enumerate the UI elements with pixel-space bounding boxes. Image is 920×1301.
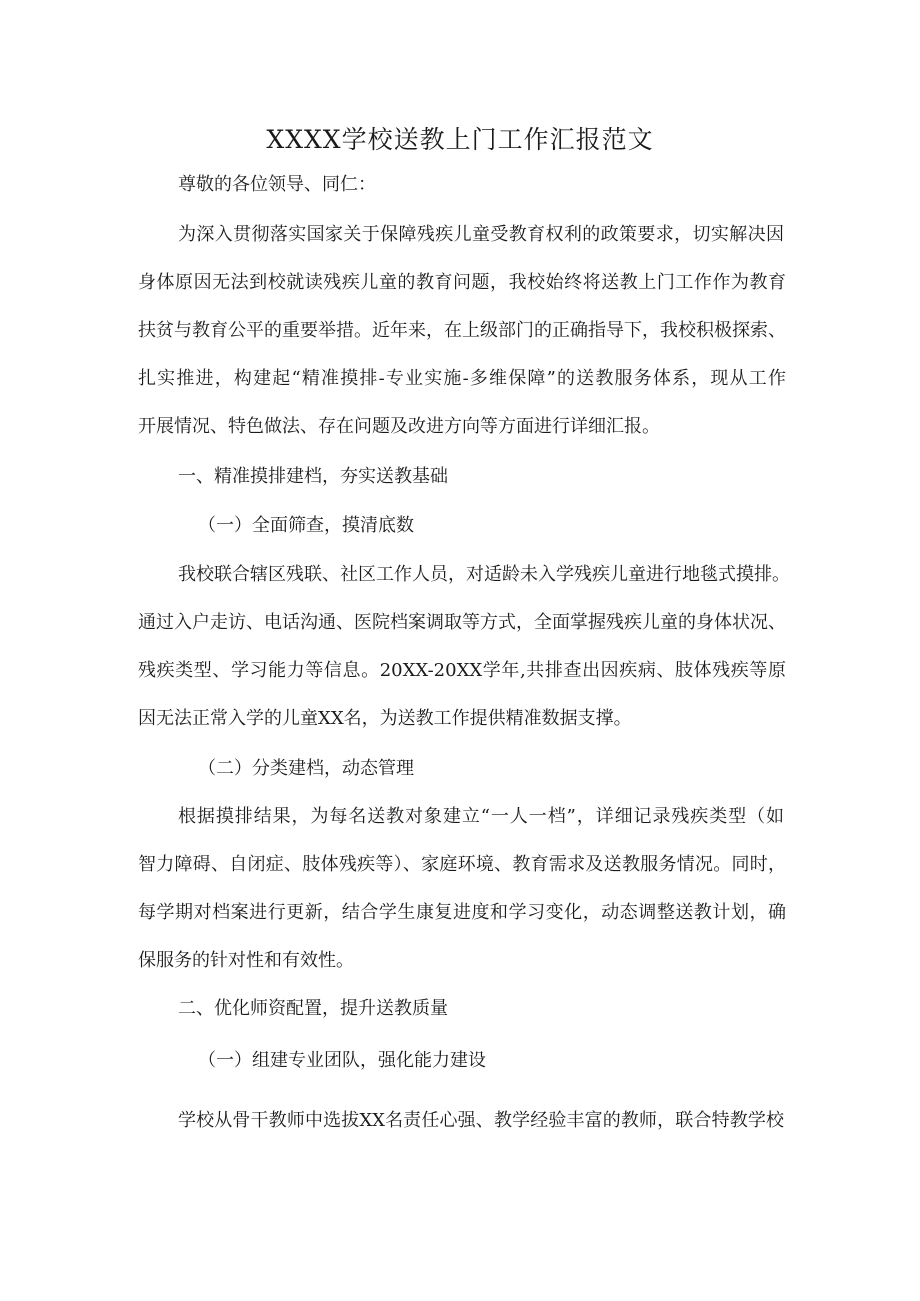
section-heading: 二、优化师资配置，提升送教质量 (178, 998, 448, 1019)
salutation: 尊敬的各位领导、同仁： (178, 174, 376, 195)
subsection-heading: （二）分类建档，动态管理 (198, 758, 414, 779)
paragraph-line: 学校从骨干教师中选拔XX名责任心强、教学经验丰富的教师，联合特教学校 (178, 1110, 784, 1131)
paragraph-line: 我校联合辖区残联、社区工作人员，对适龄未入学残疾儿童进行地毯式摸排。 (178, 564, 790, 585)
document-title: XXXX学校送教上门工作汇报范文 (266, 125, 654, 154)
paragraph-line: 开展情况、特色做法、存在问题及改进方向等方面进行详细汇报。 (138, 416, 660, 437)
paragraph-line: 智力障碍、自闭症、肢体残疾等）、家庭环境、教育需求及送教服务情况。同时， (138, 854, 786, 875)
paragraph-line: 保服务的针对性和有效性。 (138, 950, 354, 971)
paragraph-line: 扶贫与教育公平的重要举措。近年来，在上级部门的正确指导下，我校积极探索、 (138, 320, 786, 341)
subsection-heading: （一）全面筛查，摸清底数 (198, 515, 414, 536)
paragraph-line: 为深入贯彻落实国家关于保障残疾儿童受教育权利的政策要求，切实解决因 (178, 224, 784, 245)
paragraph-line: 身体原因无法到校就读残疾儿童的教育问题，我校始终将送教上门工作作为教育 (138, 272, 786, 293)
paragraph-line: 每学期对档案进行更新，结合学生康复进度和学习变化，动态调整送教计划，确 (138, 902, 786, 923)
subsection-heading: （一）组建专业团队，强化能力建设 (198, 1050, 486, 1071)
paragraph-line: 残疾类型、学习能力等信息。20XX-20XX学年,共排查出因疾病、肢体残疾等原 (138, 660, 786, 681)
paragraph-line: 扎实推进，构建起“精准摸排-专业实施-多维保障”的送教服务体系，现从工作 (138, 368, 786, 389)
section-heading: 一、精准摸排建档，夯实送教基础 (178, 466, 448, 487)
paragraph-line: 因无法正常入学的儿童XX名，为送教工作提供精准数据支撑。 (138, 708, 632, 729)
paragraph-line: 通过入户走访、电话沟通、医院档案调取等方式，全面掌握残疾儿童的身体状况、 (138, 612, 786, 633)
paragraph-line: 根据摸排结果，为每名送教对象建立“一人一档”，详细记录残疾类型（如 (178, 806, 784, 827)
